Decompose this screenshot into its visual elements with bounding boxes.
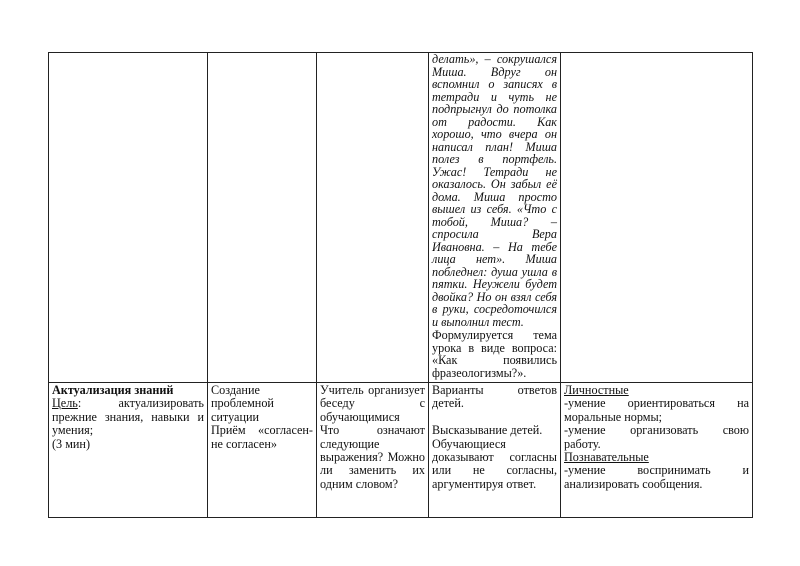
goal-text: : актуализировать bbox=[77, 396, 204, 411]
text-line: анализировать сообщения. bbox=[564, 476, 703, 491]
teacher-activity-text bbox=[320, 384, 425, 491]
text-line: или не согласны, bbox=[432, 463, 557, 478]
row1-col4 bbox=[428, 52, 561, 383]
text-line: Создание bbox=[211, 383, 260, 397]
text-line: пятки. Неужели будет bbox=[432, 277, 557, 291]
text-line: Учитель организует bbox=[320, 383, 425, 397]
text-line: делать», – сокрушался bbox=[432, 52, 557, 66]
row1-col1 bbox=[48, 52, 208, 383]
text-line: Ужас! Тетради не bbox=[432, 164, 557, 179]
text-line: детей. bbox=[432, 396, 464, 411]
goal-line bbox=[52, 397, 204, 410]
text-line: Приём «согласен- bbox=[211, 423, 313, 438]
text-line: дома. Миша просто bbox=[432, 189, 557, 204]
text-line: тобой, Миша? – bbox=[432, 214, 557, 229]
text-line: работу. bbox=[564, 436, 601, 451]
row1-col2 bbox=[207, 52, 317, 383]
student-discussion-text bbox=[432, 424, 557, 491]
text-line: Варианты ответов bbox=[432, 383, 557, 397]
text-line: в руки, сосредоточился bbox=[432, 302, 557, 316]
goal-label: Цель bbox=[52, 396, 78, 411]
text-line: беседу с bbox=[320, 396, 425, 411]
text-line: Формулируется тема bbox=[432, 328, 557, 342]
uud-personal-text bbox=[564, 397, 749, 451]
text-line: следующие bbox=[320, 436, 380, 451]
text-line: побледнел: душа ушла в bbox=[432, 264, 557, 279]
text-line: проблемной bbox=[211, 396, 274, 411]
text-line: аргументируя ответ. bbox=[432, 476, 537, 491]
text-line: одним словом? bbox=[320, 476, 398, 491]
method-cell bbox=[207, 382, 317, 518]
stage-duration: (3 мин) bbox=[52, 436, 91, 451]
text-line: полез в портфель. bbox=[432, 152, 557, 166]
text-line: -умение воспринимать и bbox=[564, 463, 749, 478]
student-answers-text bbox=[432, 384, 557, 411]
goal-text: умения; bbox=[52, 423, 94, 438]
text-line: -умение ориентироваться на bbox=[564, 396, 749, 411]
lesson-topic-text bbox=[432, 329, 557, 379]
teacher-activity-cell bbox=[316, 382, 429, 518]
text-line: вспомнил о записях в bbox=[432, 77, 557, 91]
uud-cognitive-text bbox=[564, 464, 749, 491]
row1-col5 bbox=[560, 52, 753, 383]
uud-cognitive-label: Познавательные bbox=[564, 450, 649, 465]
text-line: «Как появились bbox=[432, 353, 557, 367]
text-line: написал план! Миша bbox=[432, 139, 557, 154]
text-line: не согласен» bbox=[211, 436, 277, 451]
text-line: доказывают согласны bbox=[432, 450, 557, 465]
text-line: -умение организовать свою bbox=[564, 423, 749, 438]
text-line: лица нет». Миша bbox=[432, 252, 557, 266]
text-line: и выполнил тест. bbox=[432, 314, 524, 329]
text-line: спросила Вера bbox=[432, 227, 557, 241]
text-line: Миша. Вдруг он bbox=[432, 64, 557, 79]
text-line: урока в виде вопроса: bbox=[432, 340, 557, 355]
text-line: фразеологизмы?». bbox=[432, 365, 527, 380]
text-line: обучающимися bbox=[320, 409, 400, 424]
goal-text: прежние знания, навыки и bbox=[52, 409, 204, 424]
text-line: Ивановна. – На тебе bbox=[432, 239, 557, 254]
student-activity-cell bbox=[428, 382, 561, 518]
stage-title: Актуализация знаний bbox=[52, 383, 174, 397]
uud-cell bbox=[560, 382, 753, 518]
text-line: подпрыгнул до потолка bbox=[432, 102, 557, 116]
text-line: тетради и чуть не bbox=[432, 89, 557, 104]
text-line: ли заменить их bbox=[320, 463, 425, 478]
text-line: Что означают bbox=[320, 423, 425, 438]
text-line: двойка? Но он взял себя bbox=[432, 289, 557, 304]
text-line: моральные нормы; bbox=[564, 409, 663, 424]
text-line: Обучающиеся bbox=[432, 436, 506, 451]
text-line: вышел из себя. «Что с bbox=[432, 202, 557, 216]
text-line: выражения? Можно bbox=[320, 450, 425, 465]
story-text bbox=[432, 53, 557, 328]
text-line: хорошо, что вчера он bbox=[432, 127, 557, 141]
text-line: от радости. Как bbox=[432, 114, 557, 129]
text-line: Высказывание детей. bbox=[432, 423, 543, 438]
row1-col3 bbox=[316, 52, 429, 383]
text-line: ситуации bbox=[211, 409, 260, 424]
method-text bbox=[211, 384, 313, 451]
text-line: оказалось. Он забыл её bbox=[432, 177, 557, 191]
uud-personal-label: Личностные bbox=[564, 383, 629, 397]
stage-cell bbox=[48, 382, 208, 518]
